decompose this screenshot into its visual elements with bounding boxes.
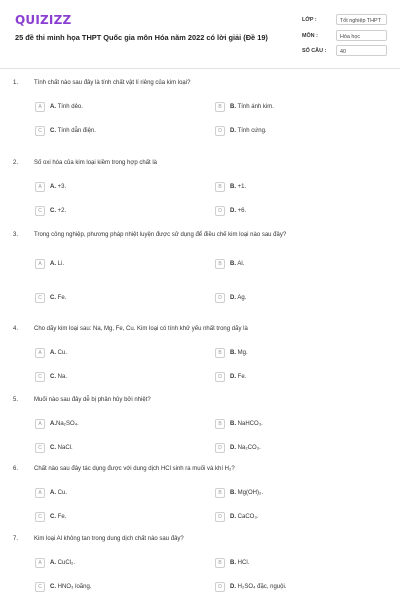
question-number: 2. <box>13 160 19 166</box>
option-badge: A <box>35 182 45 192</box>
question-6 <box>0 466 400 536</box>
question-2 <box>0 160 400 230</box>
question-number: 7. <box>13 536 19 542</box>
meta-value: 40 <box>336 45 387 56</box>
question-text: Kim loại Al không tan trong dung dịch chất nào sau đây? <box>34 536 184 542</box>
option-badge: C <box>35 372 45 382</box>
option-letter: A. <box>50 349 56 356</box>
option-letter: B. <box>230 420 236 427</box>
meta-class <box>302 14 386 26</box>
option-letter: D. <box>230 444 236 451</box>
question-3 <box>0 232 400 302</box>
option-badge: A <box>35 558 45 568</box>
option-text: Cu. <box>57 489 68 496</box>
page-title: 25 đề thi minh họa THPT Quốc gia môn Hóa năm 2022 có lời giải (Đề 19) <box>15 33 268 42</box>
option-letter: C. <box>50 513 56 520</box>
option-badge: C <box>35 512 45 522</box>
option-text: Na. <box>57 373 68 380</box>
option-badge: D <box>215 582 225 592</box>
option-text: Fe. <box>57 513 67 520</box>
option-badge: D <box>215 443 225 453</box>
meta-value: Tốt nghiệp THPT <box>336 14 387 25</box>
option-letter: B. <box>230 103 236 110</box>
option-letter: B. <box>230 183 236 190</box>
question-4 <box>0 326 400 396</box>
option-letter: D. <box>230 127 236 134</box>
option-text: Li. <box>57 260 65 267</box>
option-letter: D. <box>230 207 236 214</box>
question-5 <box>0 397 400 467</box>
option-text: Na₂CO₃. <box>237 444 261 451</box>
option-text: +2. <box>57 207 67 214</box>
option-badge: D <box>215 512 225 522</box>
option-letter: C. <box>50 127 56 134</box>
meta-question-count <box>302 45 386 57</box>
option-letter: C. <box>50 207 56 214</box>
question-number: 6. <box>13 466 19 472</box>
option-letter: C. <box>50 444 56 451</box>
option-letter: D. <box>230 513 236 520</box>
option-text: CaCO₃. <box>237 513 259 520</box>
option-badge: D <box>215 293 225 303</box>
option-text: +6. <box>237 207 247 214</box>
option-letter: D. <box>230 294 236 301</box>
question-number: 5. <box>13 397 19 403</box>
meta-label: MÔN : <box>302 33 318 39</box>
option-text: H₂SO₄ đặc, nguội. <box>237 583 287 590</box>
option-badge: D <box>215 206 225 216</box>
option-text: Tính dẻo. <box>57 103 83 110</box>
option-text: Fe. <box>237 373 247 380</box>
option-badge: D <box>215 126 225 136</box>
option-letter: D. <box>230 583 236 590</box>
question-text: Chất nào sau đây tác dụng được với dung dịch HCl sinh ra muối và khí H₂? <box>34 466 235 472</box>
option-text: Ag. <box>237 294 247 301</box>
question-text: Cho dãy kim loại sau: Na, Mg, Fe, Cu. Kim loại có tính khử yếu nhất trong dãy là <box>34 326 248 332</box>
meta-label: LỚP : <box>302 17 317 23</box>
option-badge: B <box>215 488 225 498</box>
meta-value: Hóa học <box>336 30 387 41</box>
option-letter: B. <box>230 489 236 496</box>
option-badge: C <box>35 443 45 453</box>
question-text: Muối nào sau đây dễ bị phân hủy bởi nhiệt? <box>34 397 151 403</box>
option-letter: D. <box>230 373 236 380</box>
option-letter: A. <box>50 420 56 427</box>
option-badge: D <box>215 372 225 382</box>
option-badge: B <box>215 419 225 429</box>
option-badge: A <box>35 259 45 269</box>
option-text: Na₂SO₄. <box>56 420 79 427</box>
option-text: HCl. <box>237 559 250 566</box>
meta-label: SỐ CÂU : <box>302 48 327 54</box>
option-text: NaCl. <box>57 444 73 451</box>
option-text: +1. <box>237 183 247 190</box>
worksheet-header <box>0 0 400 68</box>
option-text: Tính dẫn điện. <box>57 127 96 134</box>
header-divider <box>0 68 400 69</box>
option-letter: B. <box>230 260 236 267</box>
option-letter: A. <box>50 103 56 110</box>
meta-subject <box>302 30 386 42</box>
option-badge: A <box>35 419 45 429</box>
option-text: Tính ánh kim. <box>237 103 274 110</box>
question-number: 4. <box>13 326 19 332</box>
option-letter: C. <box>50 373 56 380</box>
option-badge: A <box>35 488 45 498</box>
option-text: Mg. <box>237 349 248 356</box>
question-text: Trong công nghiệp, phương pháp nhiệt luyện được sử dụng để điều chế kim loại nào sau đây? <box>34 232 287 238</box>
question-text: Tính chất nào sau đây là tính chất vật lí riêng của kim loại? <box>34 80 191 86</box>
option-text: Fe. <box>57 294 67 301</box>
option-badge: B <box>215 348 225 358</box>
option-badge: A <box>35 348 45 358</box>
option-badge: B <box>215 182 225 192</box>
option-text: Tính cứng. <box>237 127 267 134</box>
option-text: Cu. <box>57 349 68 356</box>
option-letter: A. <box>50 183 56 190</box>
option-text: HNO₃ loãng. <box>57 583 92 590</box>
question-7 <box>0 536 400 600</box>
option-letter: C. <box>50 294 56 301</box>
option-badge: A <box>35 102 45 112</box>
option-text: NaHCO₃. <box>237 420 263 427</box>
option-letter: B. <box>230 559 236 566</box>
option-letter: A. <box>50 489 56 496</box>
quizizz-logo: QUIZIZZ <box>15 13 72 27</box>
question-1 <box>0 80 400 150</box>
option-letter: B. <box>230 349 236 356</box>
option-text: Mg(OH)₂. <box>237 489 263 496</box>
question-text: Số oxi hóa của kim loại kiềm trong hợp chất là <box>34 160 157 166</box>
question-number: 1. <box>13 80 19 86</box>
option-badge: C <box>35 126 45 136</box>
option-badge: C <box>35 206 45 216</box>
option-badge: B <box>215 259 225 269</box>
option-text: CuCl₂. <box>57 559 76 566</box>
option-letter: A. <box>50 260 56 267</box>
option-badge: B <box>215 558 225 568</box>
option-text: +3. <box>57 183 67 190</box>
option-badge: B <box>215 102 225 112</box>
question-number: 3. <box>13 232 19 238</box>
option-badge: C <box>35 582 45 592</box>
option-text: Al. <box>237 260 245 267</box>
option-letter: A. <box>50 559 56 566</box>
option-badge: C <box>35 293 45 303</box>
option-letter: C. <box>50 583 56 590</box>
